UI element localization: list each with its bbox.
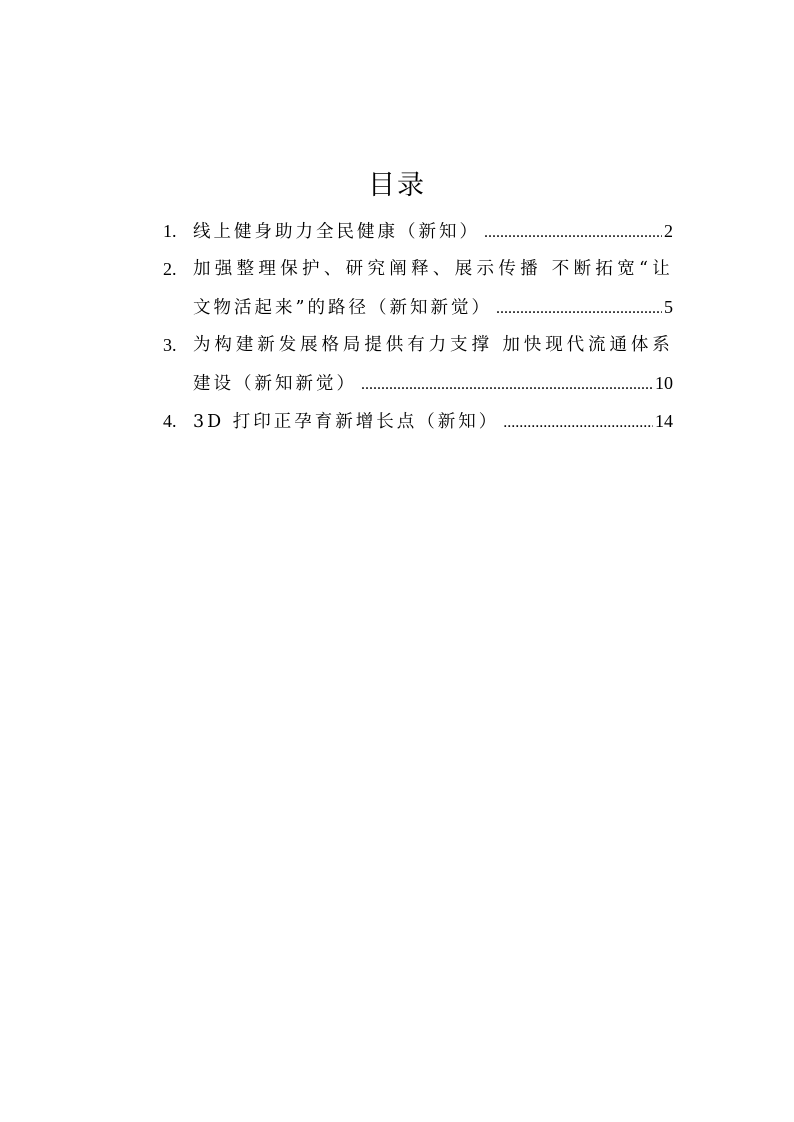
toc-entry[interactable] xyxy=(163,402,673,440)
toc-leader-dots xyxy=(503,404,653,440)
toc-entry-line xyxy=(193,212,673,250)
toc-leader-dots xyxy=(496,290,662,326)
toc-leader-dots xyxy=(484,214,662,250)
toc-entry-title-line-1: 加强整理保护、研究阐释、展示传播 不断拓宽“让 xyxy=(193,259,673,279)
toc-entry[interactable] xyxy=(163,212,673,250)
toc-page-number: 5 xyxy=(664,297,673,317)
toc-entry-line xyxy=(193,326,673,364)
toc-entry-body xyxy=(193,402,673,440)
toc-entry-number: 3. xyxy=(163,335,177,355)
toc-entry-number: 4. xyxy=(163,411,177,431)
toc-leader-dots xyxy=(361,366,653,402)
toc-entry-body xyxy=(193,250,673,326)
toc-entry-number: 1. xyxy=(163,221,177,241)
toc-page-number: 10 xyxy=(655,373,673,393)
toc-entry-title: 线上健身助力全民健康（新知） xyxy=(193,222,480,242)
toc-entry-body xyxy=(193,326,673,402)
toc-entry-title-line-2: 建设（新知新觉） xyxy=(193,374,357,394)
toc-entry-title: 3D 打印正孕育新增长点（新知） xyxy=(193,412,500,432)
toc-entry-line xyxy=(193,250,673,288)
toc-entry-number: 2. xyxy=(163,259,177,279)
toc-entry-line xyxy=(193,364,673,402)
toc-entry[interactable] xyxy=(163,326,673,402)
table-of-contents xyxy=(163,212,673,440)
toc-entry-line xyxy=(193,402,673,440)
toc-entry-body xyxy=(193,212,673,250)
toc-entry-title-line-1: 为构建新发展格局提供有力支撑 加快现代流通体系 xyxy=(193,335,673,355)
toc-entry-line xyxy=(193,288,673,326)
toc-entry[interactable] xyxy=(163,250,673,326)
toc-page-number: 2 xyxy=(664,221,673,241)
toc-title: 目录 xyxy=(368,170,426,201)
toc-entry-title-line-2: 文物活起来”的路径（新知新觉） xyxy=(193,298,492,318)
toc-page-number: 14 xyxy=(655,411,673,431)
